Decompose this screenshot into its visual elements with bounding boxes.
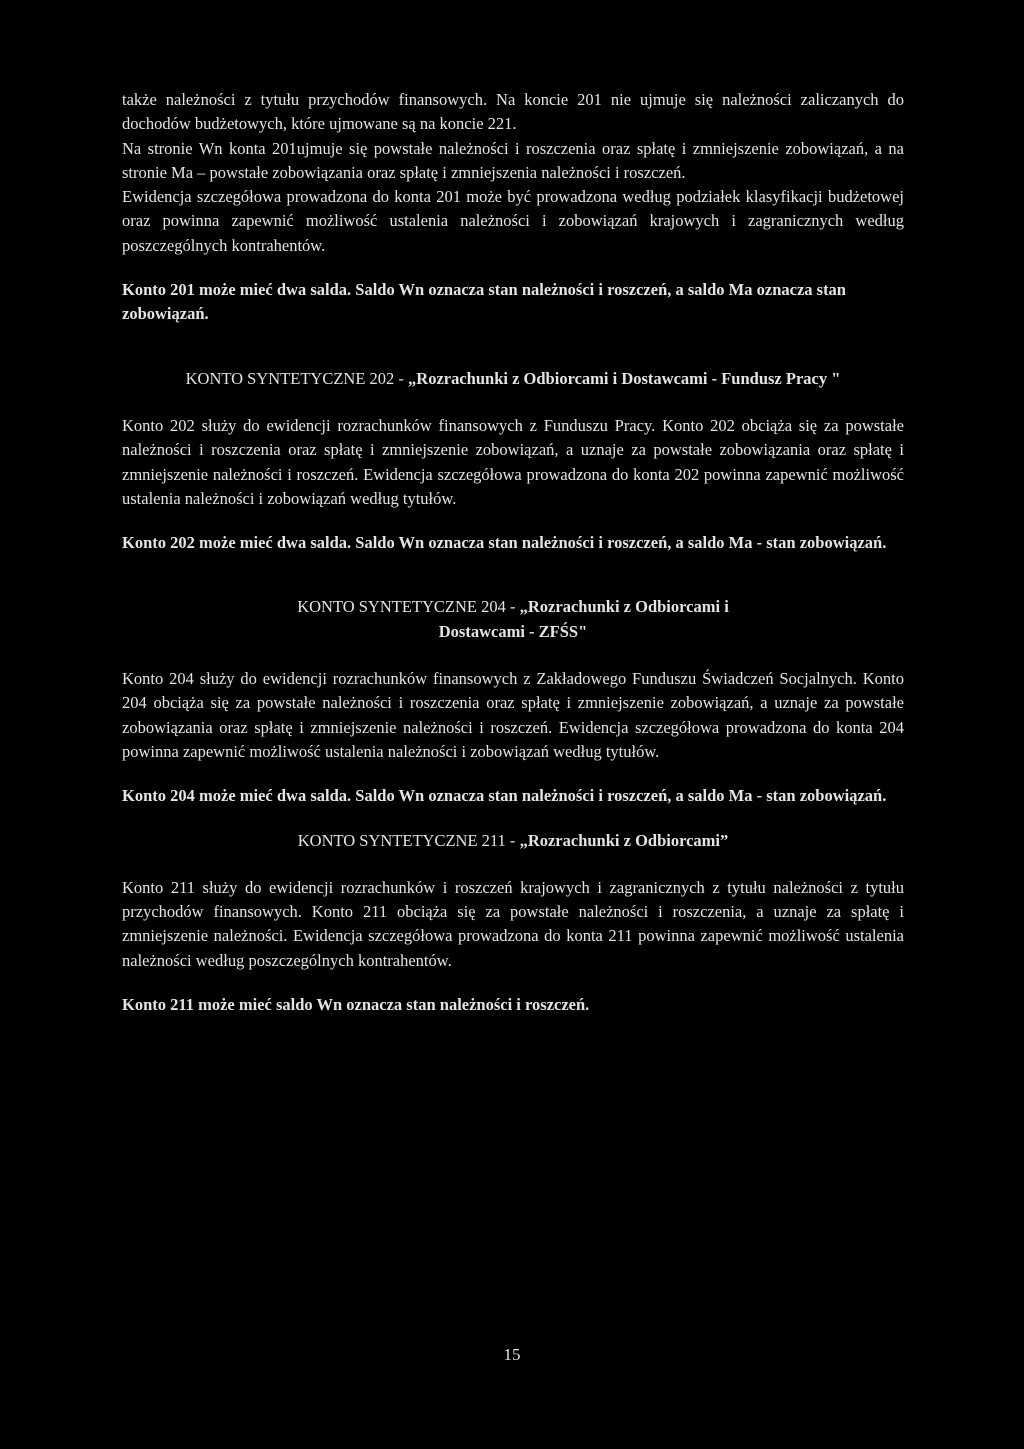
page-number: 15 <box>503 1345 521 1364</box>
intro-paragraph-3: Ewidencja szczegółowa prowadzona do konta 201 może być prowadzona według podziałek klasyfikacji budżetowej oraz powinna zapewnić możliwość ustalenia należności i zobowiązań krajowych i zagranicznych według poszczególnych kontrahentów. <box>122 187 904 255</box>
konto-202-saldo: Konto 202 może mieć dwa salda. Saldo Wn oznacza stan należności i roszczeń, a saldo Ma - stan zobowiązań. <box>122 533 887 553</box>
konto-204-heading <box>122 595 904 644</box>
konto-202-heading-title: „Rozrachunki z Odbiorcami i Dostawcami - Fundusz Pracy " <box>408 368 841 388</box>
konto-211-heading-prefix: KONTO SYNTETYCZNE 211 - <box>297 830 520 850</box>
konto-201-saldo: Konto 201 może mieć dwa salda. Saldo Wn oznacza stan należności i roszczeń, a saldo Ma oznacza stan zobowiązań. <box>122 280 846 324</box>
konto-202-heading <box>122 367 904 391</box>
konto-202-body: Konto 202 służy do ewidencji rozrachunków finansowych z Funduszu Pracy. Konto 202 obciąża się za powstałe należności i roszczenia oraz spłatę i zmniejszenie zobowiązań, a uznaje za powstałe zobowiązania oraz spłatę i zmniejszenie należności i roszczeń. Ewidencja szczegółowa prowadzona do konta 202 powinna zapewnić możliwość ustalenia należności i zobowiązań według tytułów. <box>122 415 904 508</box>
konto-204-heading-title: „Rozrachunki z Odbiorcami i <box>519 597 729 617</box>
konto-202-heading-prefix: KONTO SYNTETYCZNE 202 - <box>185 368 409 388</box>
intro-paragraph-2: Na stronie Wn konta 201ujmuje się powstałe należności i roszczenia oraz spłatę i zmniejszenie zobowiązań, a na stronie Ma – powstałe zobowiązania oraz spłatę i zmniejszenia należności i roszczeń. <box>122 138 904 182</box>
konto-204-body: Konto 204 służy do ewidencji rozrachunków finansowych z Zakładowego Funduszu Świadczeń Socjalnych. Konto 204 obciąża się za powstałe należności i roszczenia oraz spłatę i zmniejszenie zobowiązań, a uznaje za powstałe zobowiązania oraz spłatę i zmniejszenie należności i roszczeń. Ewidencja szczegółowa prowadzona do konta 204 powinna zapewnić możliwość ustalenia należności i zobowiązań według tytułów. <box>122 669 904 761</box>
konto-204-heading-title-line2: Dostawcami - ZFŚS" <box>438 621 588 641</box>
konto-211-body: Konto 211 służy do ewidencji rozrachunków i roszczeń krajowych i zagranicznych z tytułu należności z tytułu przychodów finansowych. Konto 211 obciąża się za powstałe należności i roszczenia, a uznaje za spłatę i zmniejszenie należności. Ewidencja szczegółowa prowadzona do konta 211 powinna zapewnić możliwość ustalenia należności według poszczególnych kontrahentów. <box>122 877 904 970</box>
konto-211-heading <box>122 829 904 853</box>
konto-211-heading-title: „Rozrachunki z Odbiorcami” <box>519 830 729 850</box>
konto-211-saldo: Konto 211 może mieć saldo Wn oznacza stan należności i roszczeń. <box>122 995 590 1015</box>
document-page <box>122 88 904 1017</box>
konto-204-heading-prefix: KONTO SYNTETYCZNE 204 - <box>297 597 520 617</box>
konto-204-saldo: Konto 204 może mieć dwa salda. Saldo Wn oznacza stan należności i roszczeń, a saldo Ma - stan zobowiązań. <box>122 786 887 806</box>
intro-paragraph-1: także należności z tytułu przychodów finansowych. Na koncie 201 nie ujmuje się należności zaliczanych do dochodów budżetowych, które ujmowane są na koncie 221. <box>122 90 904 134</box>
